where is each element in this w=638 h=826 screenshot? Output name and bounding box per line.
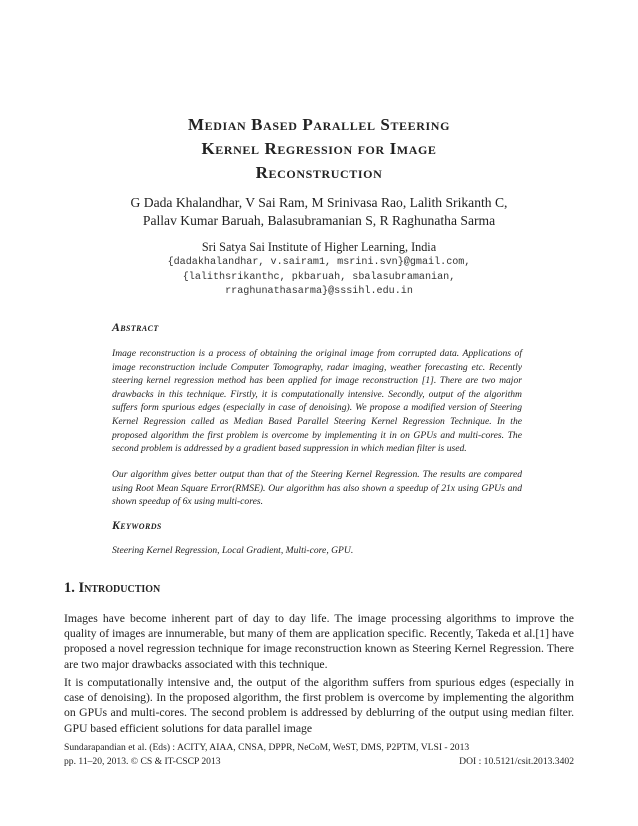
paper-title [0, 113, 638, 185]
abstract-paragraph-2: Our algorithm gives better output than that of the Steering Kernel Regression. The results are compared using Root Mean Square Error(RMSE). Our algorithm has also shown a speedup of 21x using GPUs and shown speedup of 6x using multi-cores. [112, 469, 522, 508]
intro-paragraph-1-text: Images have become inherent part of day to day life. The image processing algorithms to improve the quality of images are innumerable, but many of them are application specific. Recently, Takeda et al.[1] have proposed a novel regression technique for image reconstruction known as Steering Kernel Regression. There are two major drawbacks associated with this technique. [64, 612, 574, 671]
title-line-2: Kernel Regression for Image [201, 139, 437, 158]
abstract-body [112, 347, 522, 456]
author-list [0, 194, 638, 230]
keywords-heading: Keywords [112, 518, 162, 532]
footer-pages-copyright: pp. 11–20, 2013. © CS & IT-CSCP 2013 [64, 755, 221, 767]
title-line-3: Reconstruction [255, 163, 383, 182]
abstract-paragraph-1: Image reconstruction is a process of obtaining the original image from corrupted data. Applications of image reconstruction include Computer Tomography, radar imaging, weather forecasting etc. Recently steering kernel regression method has been applied for image reconstruction [1]. There are two major drawbacks in this technique. Firstly, it is computationally intensive. Secondly, output of the algorithm suffers form spurious edges (especially in case of denoising). We propose a modified version of Steering Kernel Regression called as Median Based Parallel Steering Kernel Regression Technique. In the proposed algorithm the first problem is overcome by implementing it in on GPUs and multi-cores. The second problem is addressed by a gradient based suppression in which median filter is used. [112, 348, 522, 455]
footer-line-2 [64, 755, 574, 769]
emails-line-1: {dadakhalandhar, v.sairam1, msrini.svn}@gmail.com, [167, 257, 471, 268]
introduction-paragraph-1 [64, 611, 574, 672]
authors-line-1: G Dada Khalandhar, V Sai Ram, M Srinivasa Rao, Lalith Srikanth C, [130, 195, 508, 210]
footer-proceedings: Sundarapandian et al. (Eds) : ACITY, AIAA, CNSA, DPPR, NeCoM, WeST, DMS, P2PTM, VLSI - 2013 [64, 742, 470, 753]
authors-line-2: Pallav Kumar Baruah, Balasubramanian S, R Raghunatha Sarma [142, 213, 496, 228]
footer-line-1 [64, 741, 574, 755]
footer-doi: DOI : 10.5121/csit.2013.3402 [459, 755, 574, 767]
emails-line-2: {lalithsrikanthc, pkbaruah, sbalasubramanian, [182, 271, 456, 283]
introduction-paragraph-2 [64, 675, 574, 736]
introduction-heading: 1. Introduction [64, 580, 161, 596]
title-line-1: Median Based Parallel Steering [187, 115, 451, 134]
intro-paragraph-2-text: It is computationally intensive and, the output of the algorithm suffers from spurious edges (especially in case of denoising). In the proposed algorithm, the first problem is overcome by implementing the algorithm on GPUs and multi-cores. The second problem is addressed by deblurring of the output using median filter. GPU based efficient solutions for data parallel image [64, 676, 574, 735]
keywords-text: Steering Kernel Regression, Local Gradient, Multi-core, GPU. [112, 545, 354, 556]
affiliation: Sri Satya Sai Institute of Higher Learning, India [201, 240, 437, 254]
page-footer [64, 741, 574, 768]
abstract-body-2 [112, 468, 522, 509]
emails-line-3: rraghunathasarma}@sssihl.edu.in [225, 286, 413, 297]
author-emails [0, 256, 638, 300]
abstract-heading: Abstract [112, 320, 159, 334]
